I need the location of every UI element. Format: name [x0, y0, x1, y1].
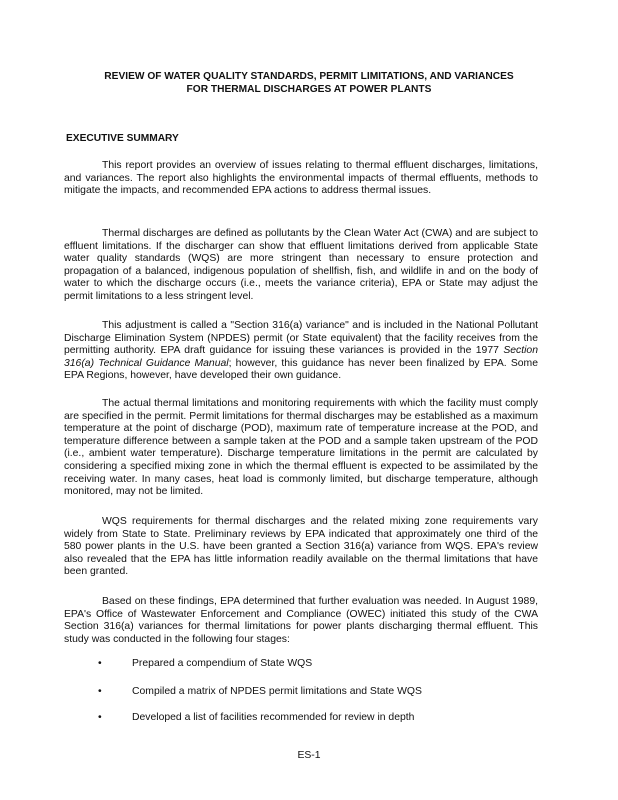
section-heading: EXECUTIVE SUMMARY — [66, 133, 179, 144]
bullet-text: Developed a list of facilities recommended for review in depth — [132, 712, 415, 723]
page-number: ES-1 — [297, 750, 321, 761]
title-line-2: FOR THERMAL DISCHARGES AT POWER PLANTS — [186, 84, 432, 95]
bullet-item — [98, 657, 312, 670]
bullet-item — [98, 685, 422, 698]
paragraph-3-text-a: This adjustment is called a "Section 316(a) variance" and is included in the National Pollutant Discharge Elimination System (NPDES) permit (or State equivalent) that the facility receives from the permitting authority. EPA draft guidance for issuing these variances is provided in the 1977 — [64, 320, 538, 357]
bullet-marker: • — [98, 658, 102, 669]
paragraph-3-text-b: ; however, this guidance has never been finalized by EPA. Some EPA Regions, however, have developed their own guidance. — [64, 357, 538, 382]
paragraph-5: WQS requirements for thermal discharges and the related mixing zone requirements vary widely from State to State. Preliminary reviews by EPA indicated that approximately one third of the 580 power plants in the U.S. have been granted a Section 316(a) variance from WQS. EPA's review also revealed that the EPA has little information readily available on the thermal limitations that have been granted. — [64, 516, 538, 578]
bullet-text: Compiled a matrix of NPDES permit limitations and State WQS — [132, 686, 422, 697]
paragraph-4: The actual thermal limitations and monitoring requirements with which the facility must comply are specified in the permit. Permit limitations for thermal discharges may be established as a maximum temperature at the point of discharge (POD), maximum rate of temperature increase at the POD, and temperature difference between a sample taken at the POD and a sample taken upstream of the POD (i.e., ambient water temperature). Discharge temperature limitations in the permit are calculated by considering a specified mixing zone in which the thermal effluent is expected to be assimilated by the receiving water. In many cases, heat load is commonly limited, but discharge temperature, although monitored, may not be limited. — [64, 398, 538, 498]
paragraph-1: This report provides an overview of issues relating to thermal effluent discharges, limitations, and variances. The report also highlights the environmental impacts of thermal effluents, methods to mitigate the impacts, and recommended EPA actions to address thermal issues. — [64, 160, 538, 197]
paragraph-3 — [64, 320, 538, 383]
bullet-item — [98, 711, 414, 724]
bullet-marker: • — [98, 686, 102, 697]
manual-title: Section 316(a) Technical Guidance Manual — [64, 345, 538, 369]
bullet-marker: • — [98, 712, 102, 723]
paragraph-2: Thermal discharges are defined as pollutants by the Clean Water Act (CWA) and are subject to effluent limitations. If the discharger can show that effluent limitations derived from applicable State water quality standards (WQS) are more stringent than necessary to ensure protection and propagation of a balanced, indigenous population of shellfish, fish, and wildlife in and on the body of water to which the discharge occurs (i.e., meets the variance criteria), EPA or State may adjust the permit limitations to a less stringent level. — [64, 228, 538, 302]
bullet-text: Prepared a compendium of State WQS — [132, 658, 313, 669]
document-title — [60, 70, 558, 96]
title-line-1: REVIEW OF WATER QUALITY STANDARDS, PERMIT LIMITATIONS, AND VARIANCES — [104, 71, 514, 82]
paragraph-6: Based on these findings, EPA determined that further evaluation was needed. In August 1989, EPA's Office of Wastewater Enforcement and Compliance (OWEC) initiated this study of the CWA Section 316(a) variances for thermal limitations for power plants discharging thermal effluent. This study was conducted in the following four stages: — [64, 596, 538, 645]
